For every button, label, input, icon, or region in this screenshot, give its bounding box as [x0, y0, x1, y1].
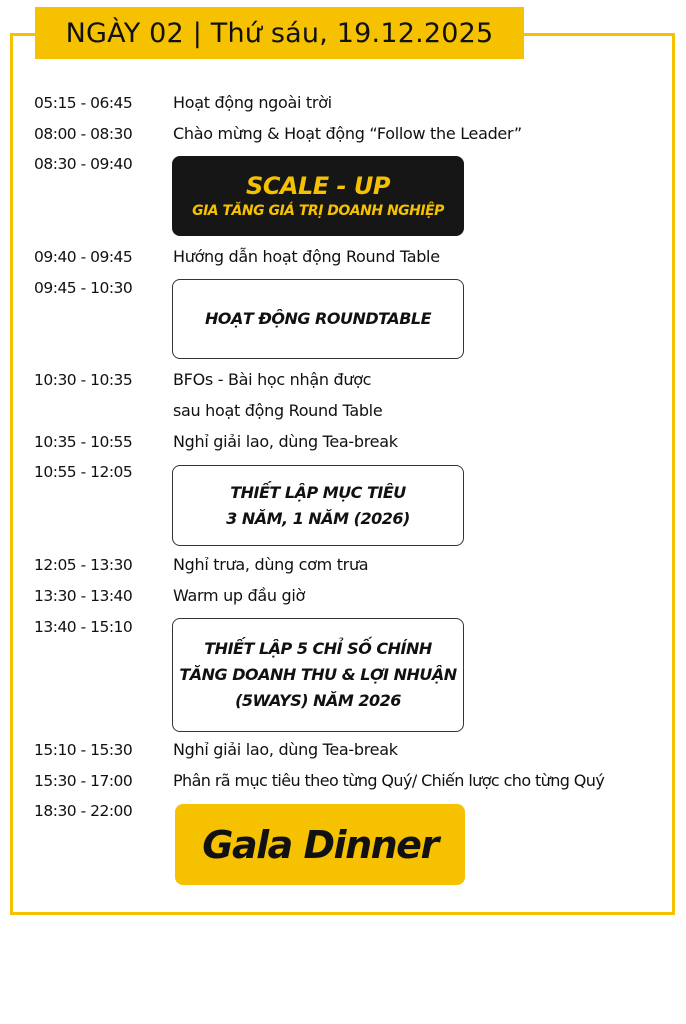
time-slot: 10:55 - 12:05 — [34, 463, 133, 481]
roundtable-box — [172, 279, 464, 359]
goals-line: 3 NĂM, 1 NĂM (2026) — [226, 508, 410, 528]
activity-text: Hướng dẫn hoạt động Round Table — [173, 247, 440, 266]
activity-text: Phân rã mục tiêu theo từng Quý/ Chiến lược cho từng Quý — [173, 771, 605, 790]
roundtable-label: HOẠT ĐỘNG ROUNDTABLE — [204, 309, 432, 328]
goals-line: THIẾT LẬP MỤC TIÊU — [230, 482, 406, 502]
time-slot: 15:10 - 15:30 — [34, 741, 133, 759]
time-slot: 10:30 - 10:35 — [34, 371, 133, 389]
time-slot: 10:35 - 10:55 — [34, 433, 133, 451]
activity-text: Warm up đầu giờ — [173, 586, 306, 605]
activity-text: BFOs - Bài học nhận được — [173, 370, 372, 389]
activity-text: Hoạt động ngoài trời — [173, 93, 332, 112]
scale-up-title: SCALE - UP — [246, 172, 390, 200]
time-slot: 05:15 - 06:45 — [34, 94, 133, 112]
five-ways-box — [172, 618, 464, 732]
gala-dinner-label: Gala Dinner — [202, 822, 438, 867]
activity-text: Chào mừng & Hoạt động “Follow the Leader” — [173, 124, 522, 143]
time-slot: 12:05 - 13:30 — [34, 556, 133, 574]
day-title: NGÀY 02 | Thứ sáu, 19.12.2025 — [65, 17, 494, 49]
five-ways-line: TĂNG DOANH THU & LỢI NHUẬN — [179, 665, 457, 684]
scale-up-subtitle: GIA TĂNG GIÁ TRỊ DOANH NGHIỆP — [192, 203, 444, 219]
activity-text: sau hoạt động Round Table — [173, 401, 383, 420]
time-slot: 13:40 - 15:10 — [34, 618, 133, 636]
activity-text: Nghỉ giải lao, dùng Tea-break — [173, 432, 398, 451]
time-slot: 09:40 - 09:45 — [34, 248, 133, 266]
five-ways-line: THIẾT LẬP 5 CHỈ SỐ CHÍNH — [204, 639, 432, 658]
five-ways-line: (5WAYS) NĂM 2026 — [235, 691, 401, 710]
activity-text: Nghỉ trưa, dùng cơm trưa — [173, 555, 369, 574]
time-slot: 13:30 - 13:40 — [34, 587, 133, 605]
time-slot: 09:45 - 10:30 — [34, 279, 133, 297]
time-slot: 08:00 - 08:30 — [34, 125, 133, 143]
scale-up-box — [172, 156, 464, 236]
time-slot: 08:30 - 09:40 — [34, 155, 133, 173]
time-slot: 15:30 - 17:00 — [34, 772, 133, 790]
day-header — [35, 7, 524, 59]
gala-dinner-box — [175, 804, 465, 885]
activity-text: Nghỉ giải lao, dùng Tea-break — [173, 740, 398, 759]
time-slot: 18:30 - 22:00 — [34, 802, 133, 820]
goals-box — [172, 465, 464, 546]
